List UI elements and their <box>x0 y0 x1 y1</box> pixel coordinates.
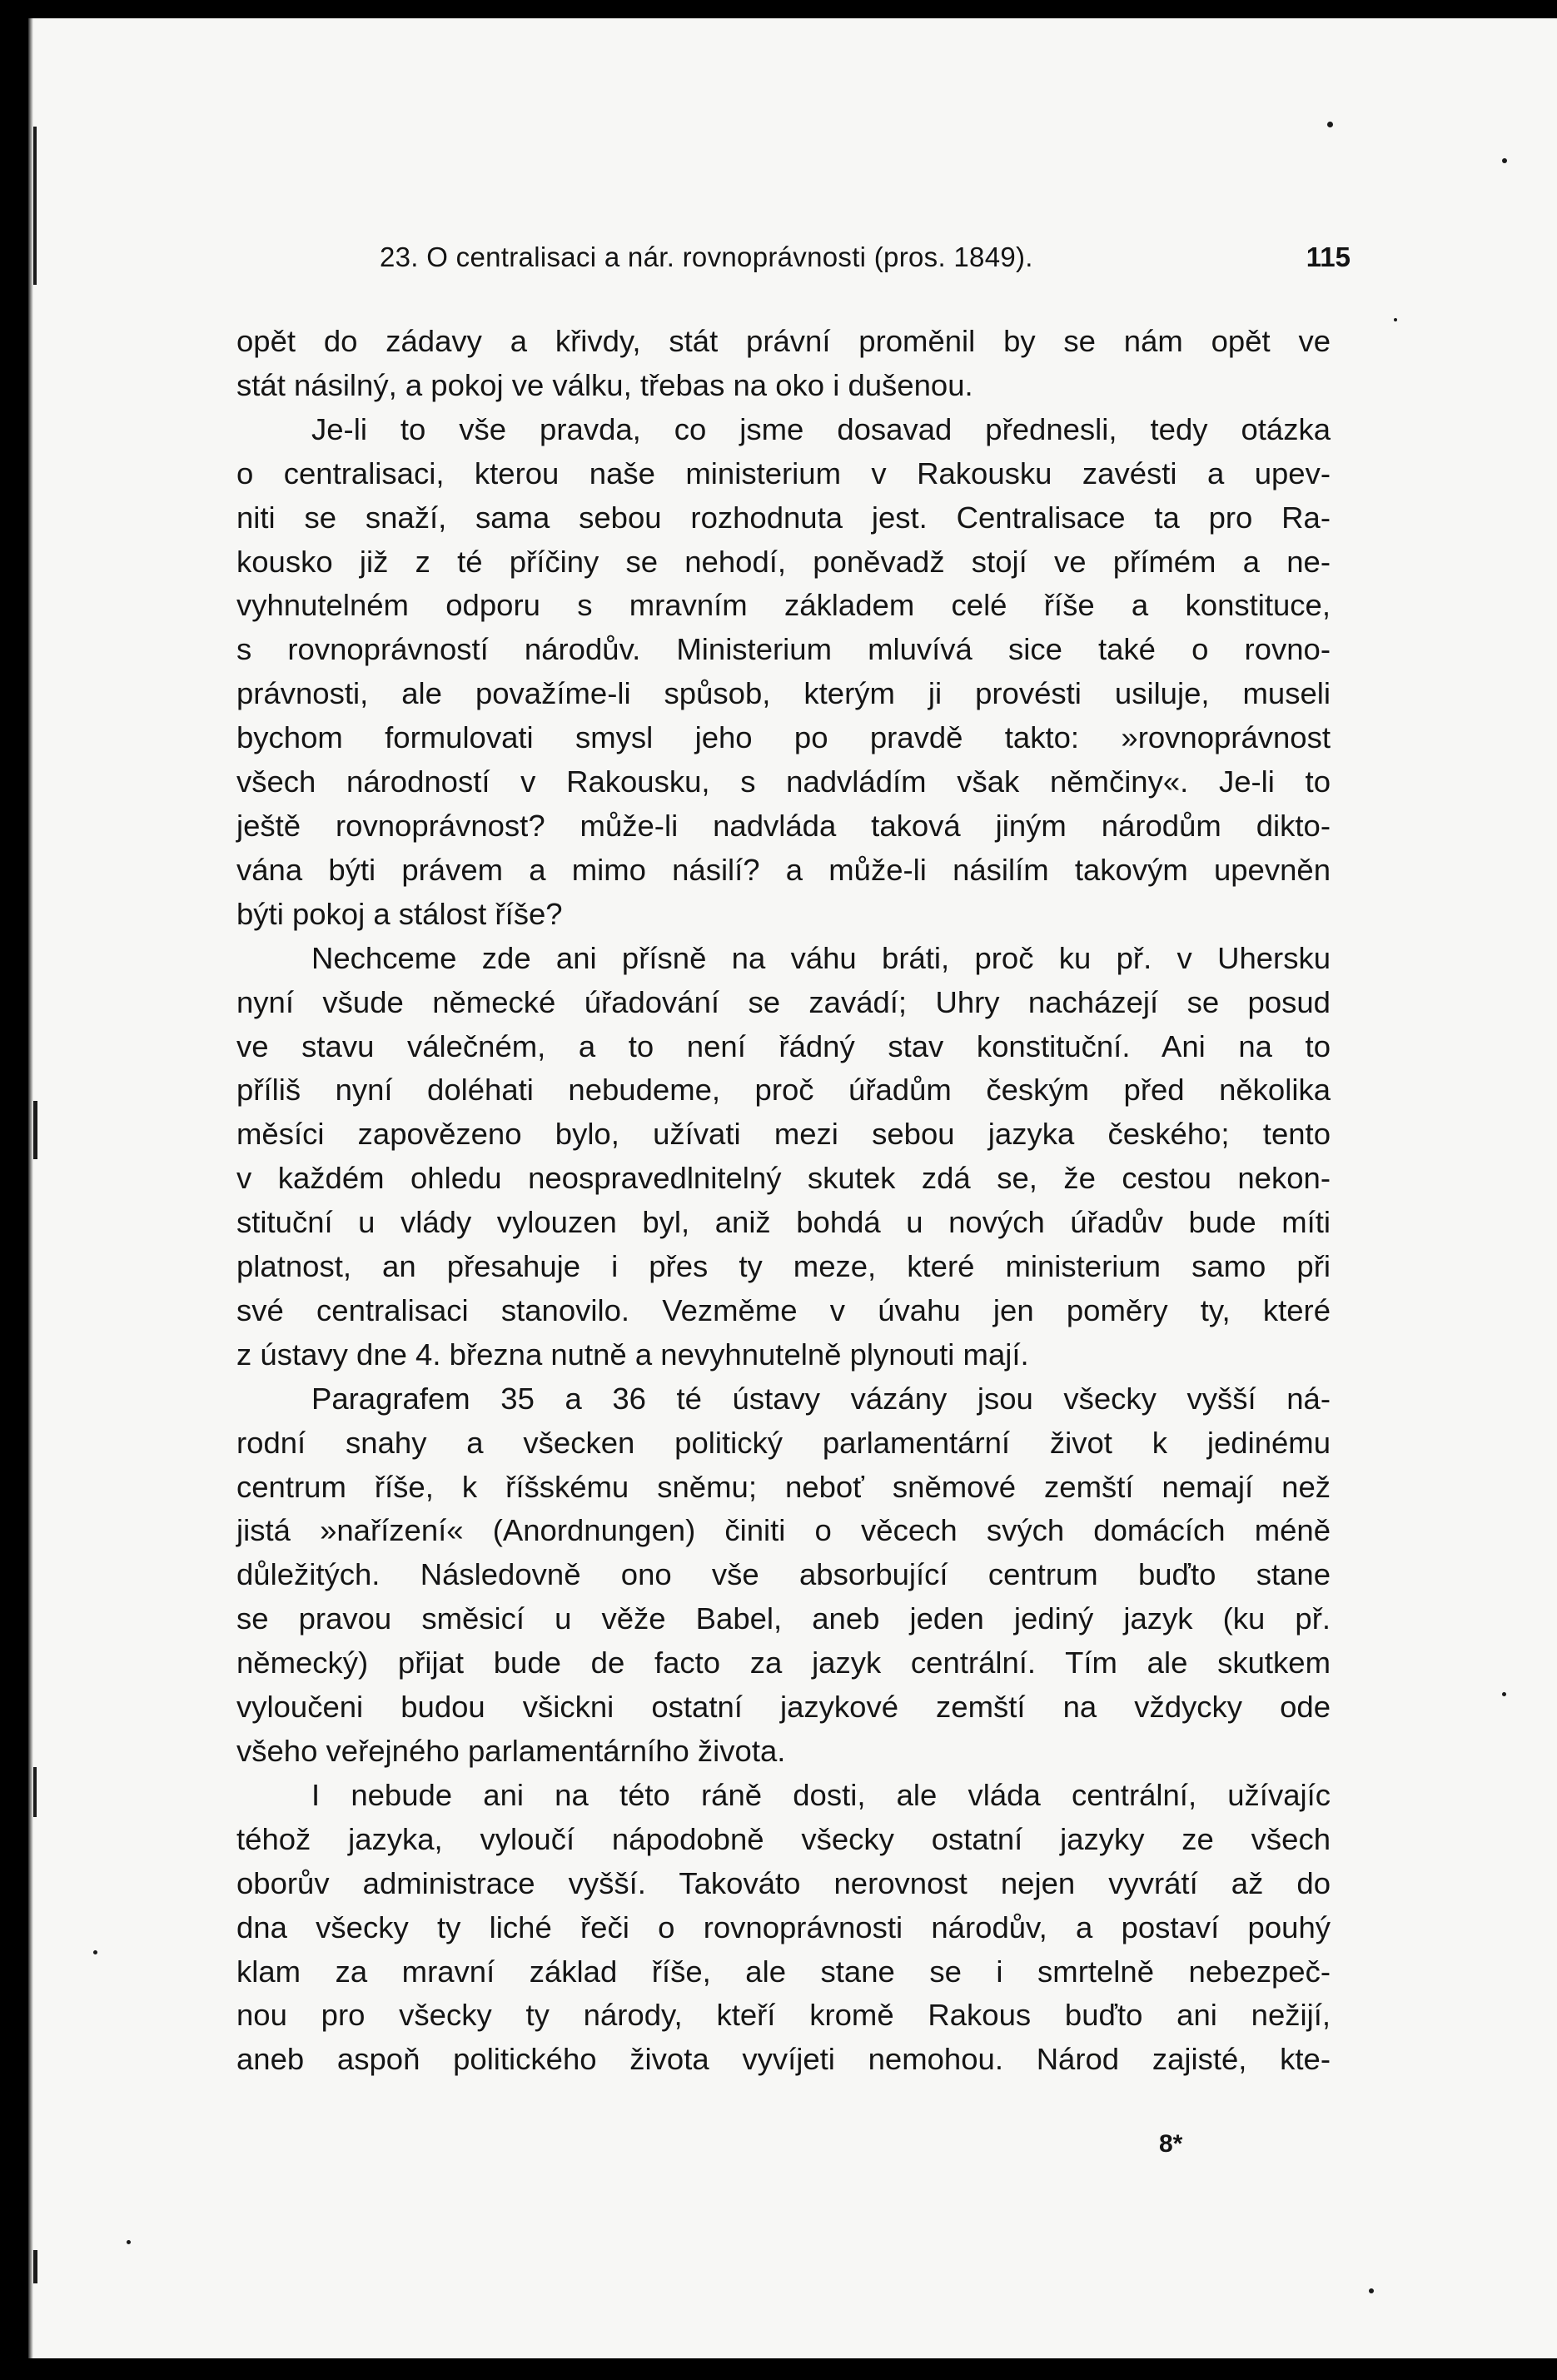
binding-mark <box>33 2250 37 2283</box>
text-line: rodní snahy a všecken politický parlamentární život k jedinému <box>236 1425 1331 1460</box>
text-line: stituční u vlády vylouzen byl, aniž bohdá u nových úřadův bude míti <box>236 1205 1331 1240</box>
text-line: centrum říše, k říšskému sněmu; neboť sněmové zemští nemají než <box>236 1469 1331 1504</box>
text-line: I nebude ani na této ráně dosti, ale vláda centrální, užívajíc <box>311 1777 1331 1812</box>
page-header <box>380 241 1351 283</box>
text-line: důležitých. Následovně ono vše absorbující centrum buďto stane <box>236 1557 1331 1592</box>
text-line: vyhnutelném odporu s mravním základem celé říše a konstituce, <box>236 588 1331 623</box>
text-line: stát násilný, a pokoj ve válku, třebas na oko i dušenou. <box>236 367 973 402</box>
text-line: opět do zádavy a křivdy, stát právní proměnil by se nám opět ve <box>236 324 1331 358</box>
text-line: právnosti, ale považíme-li spůsob, kterým ji provésti usiluje, museli <box>236 676 1331 711</box>
binding-mark <box>33 1767 37 1817</box>
binding-mark <box>33 1101 37 1159</box>
paper-speck <box>1502 158 1507 163</box>
text-line: všeho veřejného parlamentárního života. <box>236 1734 786 1768</box>
text-line: ještě rovnoprávnost? může-li nadvláda taková jiným národům dikto- <box>236 808 1331 843</box>
paper-speck <box>1327 122 1333 127</box>
paper-speck <box>93 1950 97 1954</box>
text-line: bychom formulovati smysl jeho po pravdě takto: »rovnoprávnost <box>236 720 1331 755</box>
text-line: býti pokoj a stálost říše? <box>236 896 563 931</box>
paper-speck <box>1394 318 1397 321</box>
text-line: kousko již z té příčiny se nehodí, poněvadž stojí ve přímém a ne- <box>236 544 1331 579</box>
text-line: Je-li to vše pravda, co jsme dosavad přednesli, tedy otázka <box>311 411 1331 446</box>
page-left-edge-shadow <box>28 18 33 2358</box>
body-text <box>236 320 1331 2082</box>
text-line: platnost, an přesahuje i přes ty meze, které ministerium samo při <box>236 1249 1331 1284</box>
text-line: o centralisaci, kterou naše ministerium v Rakousku zavésti a upev- <box>236 456 1331 490</box>
text-line: téhož jazyka, vyloučí nápodobně všecky ostatní jazyky ze všech <box>236 1821 1331 1856</box>
page-number: 115 <box>1306 241 1351 272</box>
text-line: Paragrafem 35 a 36 té ústavy vázány jsou všecky vyšší ná- <box>311 1381 1331 1416</box>
text-line: jistá »nařízení« (Anordnungen) činiti o věcech svých domácích méně <box>236 1513 1331 1548</box>
text-line: měsíci zapovězeno bylo, užívati mezi sebou jazyka českého; tento <box>236 1117 1331 1152</box>
text-line: ve stavu válečném, a to není řádný stav konstituční. Ani na to <box>236 1028 1331 1063</box>
text-line: nyní všude německé úřadování se zavádí; Uhry nacházejí se posud <box>236 984 1331 1019</box>
text-line: příliš nyní doléhati nebudeme, proč úřadům českým před několika <box>236 1073 1331 1108</box>
running-head: 23. O centralisaci a nár. rovnoprávnosti (pros. 1849). <box>380 241 1033 272</box>
text-line: německý) přijat bude de facto za jazyk centrální. Tím ale skutkem <box>236 1646 1331 1680</box>
text-line: všech národností v Rakousku, s nadvládím však němčiny«. Je-li to <box>236 764 1331 799</box>
text-line: dna všecky ty liché řeči o rovnoprávnosti národův, a postaví pouhý <box>236 1909 1331 1944</box>
scanned-page <box>28 18 1557 2358</box>
text-line: s rovnoprávností národův. Ministerium mluvívá sice také o rovno- <box>236 632 1331 667</box>
text-line: aneb aspoň politického života vyvíjeti nemohou. Národ zajisté, kte- <box>236 2042 1331 2077</box>
text-line: niti se snaží, sama sebou rozhodnuta jest. Centralisace ta pro Ra- <box>236 500 1331 535</box>
text-line: vyloučeni budou všickni ostatní jazykové zemští na vždycky ode <box>236 1690 1331 1725</box>
text-line: klam za mravní základ říše, ale stane se i smrtelně nebezpeč- <box>236 1954 1331 1989</box>
text-line: vána býti právem a mimo násilí? a může-li násilím takovým upevněn <box>236 852 1331 887</box>
text-line: se pravou směsicí u věže Babel, aneb jeden jediný jazyk (ku př. <box>236 1601 1331 1636</box>
signature-mark: 8* <box>1159 2130 1183 2158</box>
paper-speck <box>127 2240 131 2244</box>
text-line: Nechceme zde ani přísně na váhu bráti, proč ku př. v Uhersku <box>311 940 1331 975</box>
text-line: oborův administrace vyšší. Takováto nerovnost nejen vyvrátí až do <box>236 1865 1331 1900</box>
paper-speck <box>1502 1692 1506 1696</box>
binding-mark <box>33 127 37 285</box>
text-line: nou pro všecky ty národy, kteří kromě Rakous buďto ani nežijí, <box>236 1998 1331 2033</box>
paper-speck <box>1369 2288 1374 2293</box>
text-line: své centralisaci stanovilo. Vezměme v úvahu jen poměry ty, které <box>236 1292 1331 1327</box>
text-line: z ústavy dne 4. března nutně a nevyhnutelně plynouti mají. <box>236 1337 1029 1372</box>
text-line: v každém ohledu neospravedlnitelný skutek zdá se, že cestou nekon- <box>236 1161 1331 1196</box>
